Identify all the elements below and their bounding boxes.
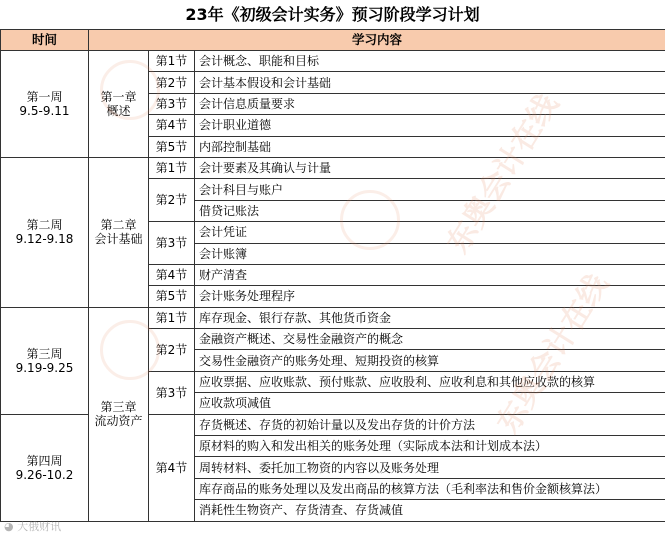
content-cell: 内部控制基础 bbox=[195, 136, 665, 157]
section-cell: 第3节 bbox=[149, 371, 195, 414]
table-row bbox=[1, 307, 665, 328]
page-title: 23年《初级会计实务》预习阶段学习计划 bbox=[185, 5, 480, 24]
section-cell: 第2节 bbox=[149, 329, 195, 372]
content-cell: 会计账簿 bbox=[195, 243, 665, 264]
chapter-cell: 第一章 概述 bbox=[89, 51, 149, 158]
content-cell: 应收票据、应收账款、预付账款、应收股利、应收利息和其他应收款的核算 bbox=[195, 371, 665, 392]
content-cell: 应收款项减值 bbox=[195, 393, 665, 414]
content-cell: 借贷记账法 bbox=[195, 200, 665, 221]
content-cell: 会计职业道德 bbox=[195, 115, 665, 136]
section-cell: 第1节 bbox=[149, 51, 195, 72]
content-cell: 财产清查 bbox=[195, 264, 665, 285]
content-cell: 原材料的购入和发出相关的账务处理（实际成本法和计划成本法） bbox=[195, 436, 665, 457]
table-row bbox=[1, 157, 665, 178]
watermark-text: 东奥会计在线 bbox=[490, 268, 616, 440]
table-row bbox=[1, 51, 665, 72]
content-cell: 会计信息质量要求 bbox=[195, 93, 665, 114]
section-cell: 第3节 bbox=[149, 222, 195, 265]
section-cell: 第1节 bbox=[149, 157, 195, 178]
content-cell: 周转材料、委托加工物资的内容以及账务处理 bbox=[195, 457, 665, 478]
study-plan-table bbox=[0, 29, 665, 522]
section-cell: 第2节 bbox=[149, 179, 195, 222]
section-cell: 第4节 bbox=[149, 414, 195, 521]
content-cell: 存货概述、存货的初始计量以及发出存货的计价方法 bbox=[195, 414, 665, 435]
header-content: 学习内容 bbox=[89, 30, 665, 51]
header-time: 时间 bbox=[1, 30, 89, 51]
content-cell: 会计凭证 bbox=[195, 222, 665, 243]
section-cell: 第4节 bbox=[149, 115, 195, 136]
section-cell: 第5节 bbox=[149, 286, 195, 307]
content-cell: 会计概念、职能和目标 bbox=[195, 51, 665, 72]
chapter-cell: 第二章 会计基础 bbox=[89, 157, 149, 307]
content-cell: 金融资产概述、交易性金融资产的概念 bbox=[195, 329, 665, 350]
section-cell: 第2节 bbox=[149, 72, 195, 93]
content-cell: 会计基本假设和会计基础 bbox=[195, 72, 665, 93]
section-cell: 第1节 bbox=[149, 307, 195, 328]
brand-logo-icon: ◕ bbox=[4, 520, 14, 533]
content-cell: 库存商品的账务处理以及发出商品的核算方法（毛利率法和售价金额核算法） bbox=[195, 478, 665, 499]
content-cell: 会计要素及其确认与计量 bbox=[195, 157, 665, 178]
content-cell: 会计账务处理程序 bbox=[195, 286, 665, 307]
week-cell: 第二周 9.12-9.18 bbox=[1, 157, 89, 307]
section-cell: 第5节 bbox=[149, 136, 195, 157]
section-cell: 第4节 bbox=[149, 264, 195, 285]
brand-watermark: ◕ 大俄财讯 bbox=[4, 520, 62, 533]
chapter-cell: 第三章 流动资产 bbox=[89, 307, 149, 521]
content-cell: 库存现金、银行存款、其他货币资金 bbox=[195, 307, 665, 328]
table-header-row bbox=[1, 30, 665, 51]
week-cell: 第一周 9.5-9.11 bbox=[1, 51, 89, 158]
week-cell: 第三周 9.19-9.25 bbox=[1, 307, 89, 414]
week-cell: 第四周 9.26-10.2 bbox=[1, 414, 89, 521]
content-cell: 交易性金融资产的账务处理、短期投资的核算 bbox=[195, 350, 665, 371]
content-cell: 会计科目与账户 bbox=[195, 179, 665, 200]
section-cell: 第3节 bbox=[149, 93, 195, 114]
content-cell: 消耗性生物资产、存货清查、存货减值 bbox=[195, 500, 665, 521]
watermark-text: 东奥会计在线 bbox=[440, 88, 566, 260]
